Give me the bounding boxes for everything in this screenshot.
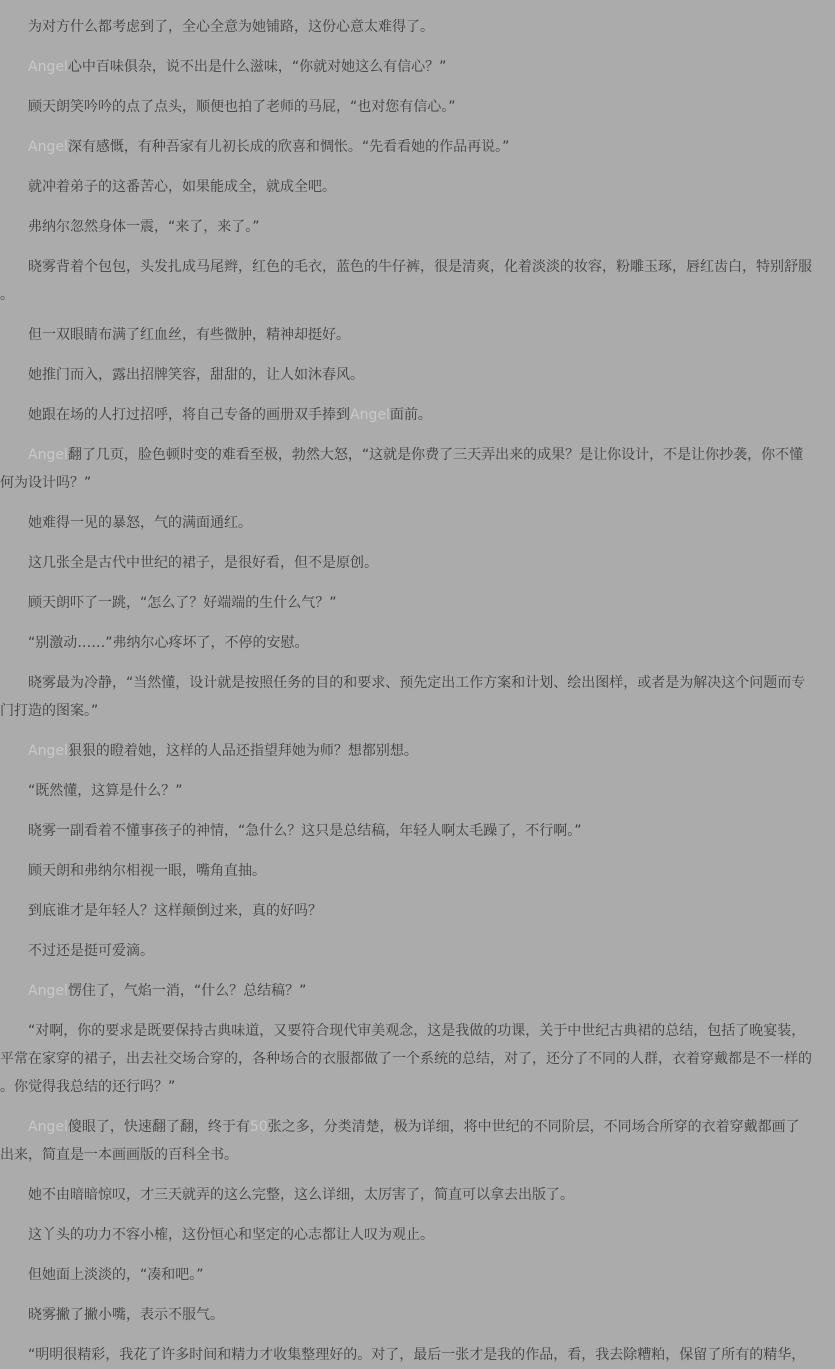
paragraph: 晓雾背着个包包，头发扎成马尾辫，红色的毛衣，蓝色的牛仔裤，很是清爽，化着淡淡的妆容，粉雕玉琢，唇红齿白，特别舒服。 xyxy=(0,259,812,303)
paragraph: “别激动……”弗纳尔心疼坏了，不停的安慰。 xyxy=(28,635,309,651)
paragraph-list xyxy=(0,13,813,1369)
paragraph: 顾天朗吓了一跳，“怎么了？好端端的生什么气？” xyxy=(28,595,337,611)
paragraph: 她跟在场的人打过招呼，将自己专备的画册双手捧到Angel面前。 xyxy=(28,407,432,423)
paragraph: 到底谁才是年轻人？这样颠倒过来，真的好吗？ xyxy=(28,903,322,919)
ascii-text: Angel xyxy=(28,743,68,759)
paragraph: 她难得一见的暴怒，气的满面通红。 xyxy=(28,515,252,531)
paragraph: 顾天朗和弗纳尔相视一眼，嘴角直抽。 xyxy=(28,863,266,879)
paragraph: 顾天朗笑吟吟的点了点头，顺便也拍了老师的马屁，“也对您有信心。” xyxy=(28,99,456,115)
paragraph: 晓雾一副看着不懂事孩子的神情，“急什么？这只是总结稿，年轻人啊太毛躁了，不行啊。” xyxy=(28,823,582,839)
paragraph: 晓雾最为冷静，“当然懂，设计就是按照任务的目的和要求、预先定出工作方案和计划、绘出图样，或者是为解决这个问题而专门打造的图案。” xyxy=(0,675,806,719)
paragraph: 弗纳尔忽然身体一震，“来了，来了。” xyxy=(28,219,260,235)
paragraph: 晓雾撇了撇小嘴，表示不服气。 xyxy=(28,1307,224,1323)
paragraph: “明明很精彩，我花了许多时间和精力才收集整理好的。对了，最后一张才是我的作品，看，我去除糟粕，保留了所有的精华， xyxy=(28,1347,806,1363)
paragraph: “对啊，你的要求是既要保持古典味道，又要符合现代审美观念，这是我做的功课，关于中世纪古典裙的总结，包括了晚宴装，平常在家穿的裙子，出去社交场合穿的，各种场合的衣服都做了一个系统的总结，对了，还分了不同的人群，衣着穿戴都是不一样的。你觉得我总结的还行吗？” xyxy=(0,1023,812,1095)
paragraph: 就冲着弟子的这番苦心，如果能成全，就成全吧。 xyxy=(28,179,336,195)
ascii-text: Angel xyxy=(28,983,68,999)
ascii-text: Angel xyxy=(28,1119,68,1135)
ascii-text: Angel xyxy=(350,407,390,423)
paragraph: Angel傻眼了，快速翻了翻，终于有50张之多，分类清楚，极为详细，将中世纪的不同阶层，不同场合所穿的衣着穿戴都画了出来，简直是一本画画版的百科全书。 xyxy=(0,1119,800,1163)
paragraph: 但她面上淡淡的，“凑和吧。” xyxy=(28,1267,204,1283)
paragraph: Angel愣住了，气焰一消，“什么？总结稿？” xyxy=(28,983,307,999)
paragraph: 不过还是挺可爱滴。 xyxy=(28,943,154,959)
ascii-text: Angel xyxy=(28,139,68,155)
paragraph: Angel翻了几页，脸色顿时变的难看至极，勃然大怒，“这就是你费了三天弄出来的成果？是让你设计，不是让你抄袭，你不懂何为设计吗？” xyxy=(0,447,804,491)
paragraph: Angel狠狠的瞪着她，这样的人品还指望拜她为师？想都别想。 xyxy=(28,743,418,759)
paragraph: 这几张全是古代中世纪的裙子，是很好看，但不是原创。 xyxy=(28,555,378,571)
paragraph: 她推门而入，露出招牌笑容，甜甜的，让人如沐春风。 xyxy=(28,367,364,383)
paragraph: 这丫头的功力不容小榷，这份恒心和坚定的心志都让人叹为观止。 xyxy=(28,1227,434,1243)
paragraph: 她不由暗暗惊叹，才三天就弄的这么完整，这么详细，太厉害了，简直可以拿去出版了。 xyxy=(28,1187,574,1203)
ascii-text: Angel xyxy=(28,59,68,75)
paragraph: Angel深有感慨，有种吾家有儿初长成的欣喜和惆怅。“先看看她的作品再说。” xyxy=(28,139,510,155)
ascii-text: 50 xyxy=(249,1119,268,1135)
paragraph: “既然懂，这算是什么？” xyxy=(28,783,183,799)
paragraph: 为对方什么都考虑到了，全心全意为她铺路，这份心意太难得了。 xyxy=(28,19,434,35)
ascii-text: Angel xyxy=(28,447,68,463)
paragraph: Angel心中百味俱杂，说不出是什么滋味，“你就对她这么有信心？” xyxy=(28,59,447,75)
paragraph: 但一双眼睛布满了红血丝，有些微肿，精神却挺好。 xyxy=(28,327,350,343)
